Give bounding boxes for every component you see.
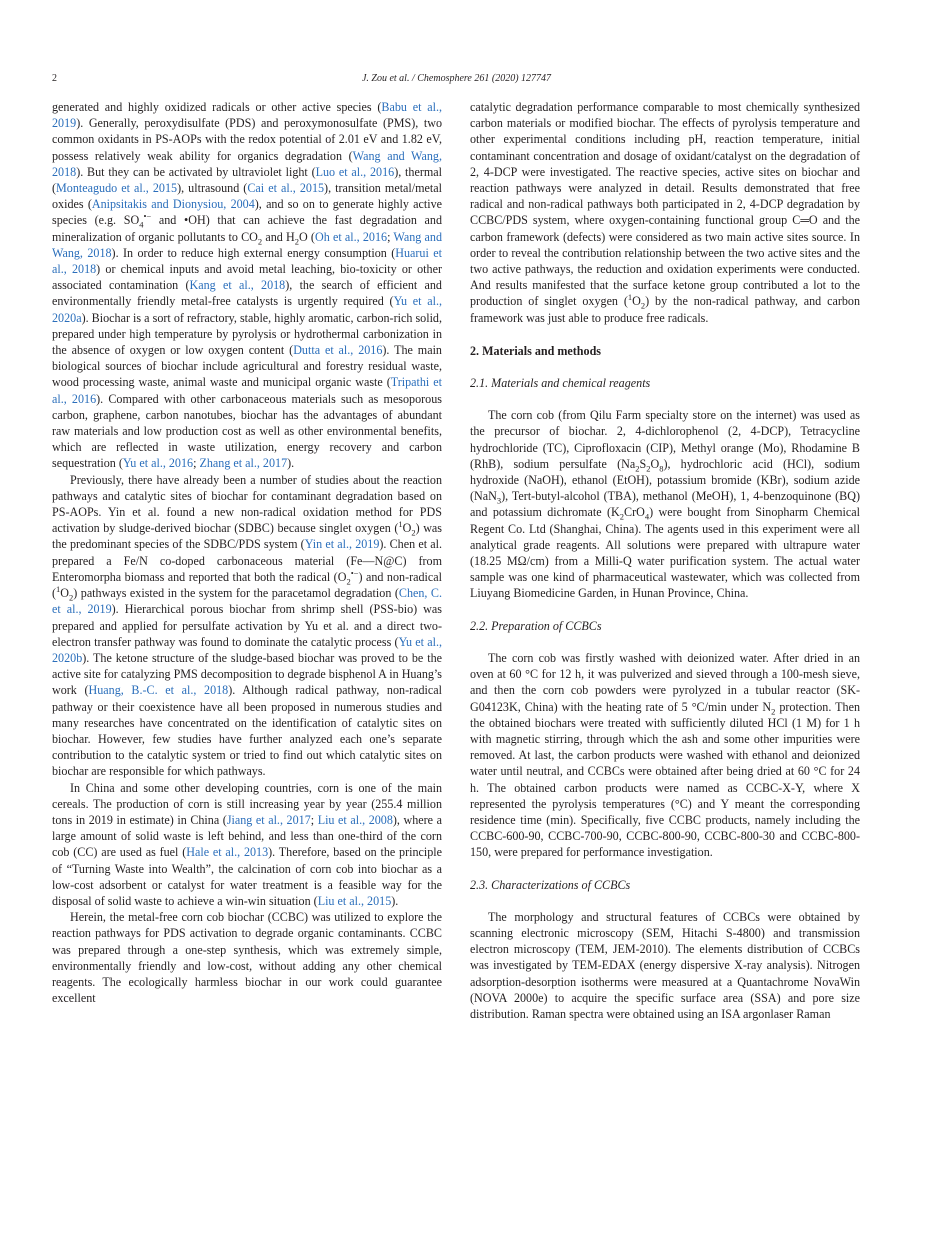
right-column	[470, 99, 860, 1022]
citation-link[interactable]: Oh et al., 2016	[314, 229, 388, 244]
paragraph-herein: Herein, the metal-free corn cob biochar (CCBC) was utilized to explore the reaction pathways for PDS activation to degrade organic contaminants. CCBC was prepared through a one-step synthesis, which was extremely simple, environmentally friendly and low-cost, without adding any other chemical reagents. The ecologically harmless biochar in our work could guarantee excellent	[52, 910, 442, 1006]
paragraph-preparation: The corn cob was firstly washed with deionized water. After dried in an oven at 60 °C for 12 h, it was pulverized and sieved through a 100-mesh sieve, and then the corn cob powders were pyrolyzed in a tubular reactor (SK-G04123K, China) with the heating rate of 5 °C/min under $N_2$ protection. Then the obtained biochars were treated with sufficiently diluted HCl (1 M) for 1 h with magnetic stirring, through which the ash and some other impurities were removed. At last, the carbon products were washed with ethanol and deionized water until neutral, and CCBCs were obtained after being dried at 60 °C for 24 h. The obtained carbon products were named as CCBC-X-Y, where X represented the pyrolysis temperatures (°C) and Y meant the corresponding residence time (min). Specifically, five CCBC products, namely including the CCBC-600-90, CCBC-700-90, CCBC-800-90, CCBC-800-30 and CCBC-800-150, were prepared for performance investigation.	[470, 650, 861, 860]
citation-link[interactable]: Huarui et al., 2018	[52, 245, 442, 277]
paragraph-intro-continued: generated and highly oxidized radicals or other active species (Babu et al., 2019). Generally, peroxydisulfate (PDS) and peroxymonosulfate (PMS), two common oxidants in PS-AOPs with the redox potential of 2.01 eV and 1.82 eV, possess relatively weak ability for organics degradation (Wang and Wang, 2018). But they can be activated by ultraviolet light (Luo et al., 2016), thermal (Monteagudo et al., 2015), ultrasound (Cai et al., 2015), transition metal/metal oxides (Anipsitakis and Dionysiou, 2004), and so on to generate highly active species (e.g. $SO_4^{•-}$ and •OH) that can achieve the fast degradation and mineralization of organic pollutants to $CO_2$ and $H_2O$ (Oh et al., 2016; Wang and Wang, 2018). In order to reduce high external energy consumption (Huarui et al., 2018) or chemical inputs and avoid metal leaching, bio-toxicity or other associated contamination (Kang et al., 2018), the search of efficient and environmentally friendly metal-free catalysts is urgently required (Yu et al., 2020a). Biochar is a sort of refractory, stable, highly aromatic, carbon-rich solid, prepared under high temperature by pyrolysis or hydrothermal carbonization in the absence of oxygen or low oxygen content (Dutta et al., 2016). The main biological sources of biochar include agricultural and forestry residual waste, wood processing waste, animal waste and municipal organic waste (Tripathi et al., 2016). Compared with other carbonaceous materials such as mesoporous carbon, graphene, carbon nanotubes, biochar has the advantages of abundant raw materials and low production cost as well as other environmental benefits, which are reflected in waste utilization, energy recovery and carbon sequestration (Yu et al., 2016; Zhang et al., 2017).	[52, 100, 443, 471]
paragraph-materials: The corn cob (from Qilu Farm specialty store on the internet) was used as the precursor of biochar. 2, 4-dichlorophenol (2, 4-DCP), Tetracycline hydrochloride (TC), Ciprofloxacin (CIP), Methyl orange (Mo), Rhodamine B (RhB), sodium persulfate $(Na_2S_2O_8)$, hydrochloric acid (HCl), sodium hydroxide (NaOH), ethanol (EtOH), potassium bromide (KBr), sodium azide (NaN$_3$), Tert-butyl-alcohol (TBA), methanol (MeOH), 1, 4-benzoquinone (BQ) and potassium dichromate $(K_2CrO_4)$ were bought from Sinopharm Chemical Regent Co. Ltd (Shanghai, China). The agents used in this experiment were all analytical grade reagents. All solutions were prepared with ultrapure water (18.25 MΩ/cm) from a Milli-Q water purification system. The actual water sample was one kind of pharmaceutical wastewater, which was collected from Liuyang Biomedicine Garden, in Hunan Province, China.	[470, 408, 860, 601]
citation-link[interactable]: Huang, B.-C. et al., 2018	[88, 683, 229, 698]
citation-link[interactable]: Jiang et al., 2017	[226, 812, 311, 827]
section-heading-materials-methods: 2. Materials and methods	[470, 343, 602, 358]
citation-link[interactable]: Yu et al., 2020a	[52, 294, 442, 325]
subsection-heading-2-1: 2.1. Materials and chemical reagents	[470, 376, 651, 391]
paragraph-previous-studies: Previously, there have already been a number of studies about the reaction pathways and catalytic sites of biochar for contaminant degradation based on PS-AOPs. Yin et al. found a new non-radical oxidation method for PDS activation by sludge-derived biochar (SDBC) because singlet oxygen $(^1O_2)$ was the predominant species of the SDBC/PDS system (Yin et al., 2019). Chen et al. prepared a Fe/N co-doped carbonaceous material (Fe—N@C) from Enteromorpha biomass and reported that both the radical $(O_2^{•-})$ and non-radical $(^1O_2)$ pathways existed in the system for the paracetamol degradation (Chen, C. et al., 2019). Hierarchical porous biochar from shrimp shell (PSS-bio) was prepared and applied for persulfate activation by Yu et al. and a direct two-electron transfer pathway was found to dominate the catalytic process (Yu et al., 2020b). The ketone structure of the sludge-based biochar was proved to be the active site for catalyzing PMS decomposition to degrade bisphenol A in Huang’s work (Huang, B.-C. et al., 2018). Although radical pathway, non-radical pathway or their coexistence have all been proposed in numerous studies and many researches have concentrated on the identification of catalytic sites on biochar. However, few studies have further analyzed each one’s separate contribution to the catalytic system or tried to find out which catalytic sites on biochar are responsible for which pathways.	[52, 472, 443, 779]
citation-link[interactable]: Wang and Wang, 2018	[52, 229, 442, 260]
citation-link[interactable]: Chen, C. et al., 2019	[52, 586, 442, 617]
citation-link[interactable]: Yin et al., 2019	[304, 537, 380, 552]
page-number: 2	[52, 73, 57, 84]
citation-link[interactable]: Yu et al., 2016	[122, 456, 194, 471]
running-header	[52, 73, 861, 87]
citation-link[interactable]: Liu et al., 2008	[317, 812, 393, 827]
paragraph-intro-end: catalytic degradation performance comparable to most chemically synthesized carbon materials or modified biochar. The effects of pyrolysis temperature and other experimental conditions including pH, reaction temperature, initial contaminant concentration and dosage of oxidant/catalyst on the degradation of 2, 4-DCP were investigated. The reactive species, active sites on biochar and reaction pathways were analyzed in detail. Results demonstrated that free radical and non-radical pathways both participated in 2, 4-DCP degradation by CCBC/PDS system, where oxygen-containing functional group C═O and the carbon framework (defects) were considered as two main active sites source. In order to reveal the contribution relationship between the two active sites and the two active pathways, the reduction and oxidation experiments were conducted. And results manifested that the surface ketone group contributed a lot to the production of singlet oxygen $(^1O_2)$ by the non-radical pathway, and carbon framework was just able to produce free radicals.	[470, 100, 860, 325]
citation-link[interactable]: Babu et al., 2019	[52, 100, 443, 131]
left-column	[52, 99, 442, 1006]
citation-link[interactable]: Dutta et al., 2016	[293, 343, 383, 358]
citation-link[interactable]: Monteagudo et al., 2015	[56, 181, 178, 196]
citation-link[interactable]: Luo et al., 2016	[315, 164, 395, 179]
subsection-heading-2-3: 2.3. Characterizations of CCBCs	[470, 877, 631, 892]
subsection-heading-2-2: 2.2. Preparation of CCBCs	[470, 618, 602, 633]
citation-link[interactable]: Liu et al., 2015	[317, 893, 392, 908]
paragraph-characterizations: The morphology and structural features of CCBCs were obtained by scanning electronic microscopy (SEM, Hitachi S-4800) and transmission electron microscopy (TEM, JEM-2010). The elements distribution of CCBCs was investigated by TEM-EDAX (energy dispersive X-ray analysis). Nitrogen adsorption-desorption isotherms were measured at a Quantachrome NovaWin (NOVA 2000e) to acquire the specific surface area (SSA) and pore size distribution. Raman spectra were obtained using an ISA argonlaser Raman	[470, 909, 860, 1021]
journal-citation-line: J. Zou et al. / Chemosphere 261 (2020) 127747	[361, 73, 552, 84]
citation-link[interactable]: Yu et al., 2020b	[52, 634, 442, 665]
citation-link[interactable]: Zhang et al., 2017	[199, 456, 288, 471]
citation-link[interactable]: Kang et al., 2018	[189, 278, 286, 293]
citation-link[interactable]: Cai et al., 2015	[247, 181, 325, 196]
citation-link[interactable]: Anipsitakis and Dionysiou, 2004	[91, 197, 255, 212]
citation-link[interactable]: Tripathi et al., 2016	[52, 375, 442, 406]
citation-link[interactable]: Wang and Wang, 2018	[52, 148, 442, 179]
citation-link[interactable]: Hale et al., 2013	[186, 845, 269, 860]
paragraph-corn-cob: In China and some other developing countries, corn is one of the main cereals. The production of corn is still increasing year by year (255.4 million tons in 2019 in estimate) in China (Jiang et al., 2017; Liu et al., 2008), where a large amount of solid waste is left behind, and less than one-third of the corn cob (CC) are used as fuel (Hale et al., 2013). Therefore, based on the principle of “Turning Waste into Wealth”, the calcination of corn cob into biochar as a low-cost adsorbent or catalyst for water treatment is a feasible way for the disposal of solid waste to achieve a win-win situation (Liu et al., 2015).	[52, 780, 443, 908]
